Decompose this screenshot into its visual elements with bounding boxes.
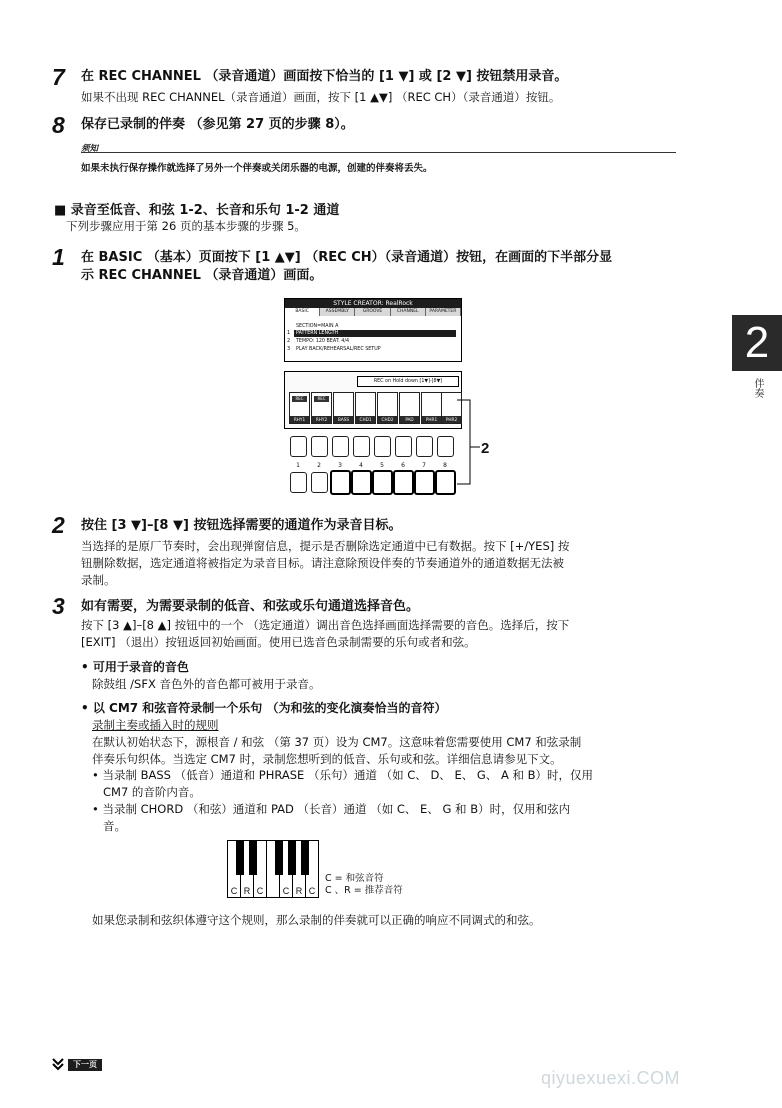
lcd-row-num-1: 1 [287,330,291,336]
note-label: 须知 [81,144,99,154]
channel-phr1: PHR1 [421,392,442,424]
step-number-2: 2 [52,512,65,538]
lcd-tab-assembly: ASSEMBLY [320,308,355,316]
section-title: ■ 录音至低音、和弦 1-2、长音和乐句 1-2 通道 [54,203,340,218]
lcd-row-tempo: TEMPO: 120 BEAT: 4/4 [296,339,349,344]
step-3-body: 按下 [3 ▲]–[8 ▲] 按钮中的一个 （选定通道）调出音色选择画面选择需要的音色。选择后，按下 [EXIT] （退出）按钮返回初始画面。使用已选音色录制需要的乐句或者和弦。 [81,618,570,649]
bullet-cm7-title: • 以 CM7 和弦音符录制一个乐句 （为和弦的变化演奏恰当的音符） [81,701,447,715]
button-2-up[interactable] [311,436,328,457]
button-number-2: 2 [317,462,321,469]
lcd-row-section: SECTION=MAIN A [296,324,339,329]
black-key [249,841,257,875]
button-8-down[interactable] [435,470,456,495]
rule-bass-phrase: • 当录制 BASS （低音）通道和 PHRASE （乐句）通道 （如 C、 D、 E、 G、 A 和 B）时，仅用 CM7 的音阶内音。 [92,768,594,799]
step-number-8: 8 [52,112,65,138]
lcd-title: STYLE CREATOR: RealRock [285,299,461,308]
lcd-tab-basic: BASIC [285,308,320,316]
channel-phr2: PHR2 [441,392,462,424]
key-label: C [230,886,238,896]
cm7-explanation: 在默认初始状态下，源根音 / 和弦 （第 37 页）设为 CM7。这意味着您需要使用 CM7 和弦录制 伴奏乐句织体。当选定 CM7 时，录制您想听到的低音、乐句或和弦。详细信息请参见下文。 [92,735,582,766]
chapter-tab: 2 [732,315,782,371]
lcd-row-num-2: 2 [287,338,291,344]
step-2-title: 按住 [3 ▼]–[8 ▼] 按钮选择需要的通道作为录音目标。 [81,518,402,533]
rec-indicator: REC [292,396,307,402]
button-number-3: 3 [338,462,342,469]
key-label: C [282,886,290,896]
lcd-tab-bar [285,308,461,316]
rec-indicator: REC [314,396,329,402]
note-text: 如果未执行保存操作就选择了另外一个伴奏或关闭乐器的电源，创建的伴奏将丢失。 [81,163,433,174]
key-label: C [308,886,316,896]
step-1-title-line-1: 在 BASIC （基本）页面按下 [1 ▲▼] （REC CH）（录音通道）按钮，在画面的下半部分显 [81,250,613,265]
button-1-up[interactable] [290,436,307,457]
button-3-down[interactable] [330,470,351,495]
keyboard-diagram [227,840,319,898]
black-key [301,841,309,875]
channel-pad: PAD [399,392,420,424]
watermark: qiyuexuexi.COM [541,1068,681,1088]
lcd-row-playback: PLAY BACK/REHEARSAL/REC SETUP [296,347,381,352]
rule-chord-pad: • 当录制 CHORD （和弦）通道和 PAD （长音）通道 （如 C、 E、 G 和 B）时，仅用和弦内 音。 [92,802,571,833]
bullet-voices-title: • 可用于录音的音色 [81,660,189,674]
key-label: R [295,886,303,896]
button-8-up[interactable] [437,436,454,457]
button-5-down[interactable] [372,470,393,495]
lcd-tab-channel: CHANNEL [391,308,426,316]
channel-chd1: CHD1 [355,392,376,424]
step-1-title-line-2: 示 REC CHANNEL （录音通道）画面。 [81,268,323,283]
button-number-5: 5 [380,462,384,469]
channel-bass: BASS [333,392,354,424]
black-key [236,841,244,875]
black-key [275,841,283,875]
channel-chd2: CHD2 [377,392,398,424]
button-3-up[interactable] [332,436,349,457]
button-number-7: 7 [422,462,426,469]
button-4-down[interactable] [351,470,372,495]
channel-rhy2: REC RHY2 [311,392,332,424]
chapter-tab-label: 伴奏 [752,378,763,398]
note-divider [81,152,676,153]
step-number-7: 7 [52,64,65,90]
button-2-down[interactable] [311,472,328,493]
closing-paragraph: 如果您录制和弦织体遵守这个规则，那么录制的伴奏就可以正确的响应不同调式的和弦。 [92,913,541,927]
button-6-down[interactable] [393,470,414,495]
channel-rhy1: REC RHY1 [289,392,310,424]
button-number-1: 1 [296,462,300,469]
button-number-6: 6 [401,462,405,469]
key-label: C [256,886,264,896]
key-label: R [243,886,251,896]
step-8-title: 保存已录制的伴奏 （参见第 27 页的步骤 8）。 [81,117,354,132]
step-number-3: 3 [52,593,65,619]
lcd-tab-parameter: PARAMETER [426,308,461,316]
button-7-down[interactable] [414,470,435,495]
lcd-tab-groove: GROOVE [355,308,390,316]
rule-heading: 录制主奏或插入时的规则 [92,718,219,732]
button-1-down[interactable] [290,472,307,493]
button-5-up[interactable] [374,436,391,457]
keyboard-legend: C = 和弦音符 C 、R = 推荐音符 [325,873,403,896]
step-2-body: 当选择的是原厂节奏时，会出现弹窗信息，提示是否删除选定通道中已有数据。按下 [+/YES] 按 钮删除数据，选定通道将被指定为录音目标。请注意除预设伴奏的节奏通道外的通道数据无法被 录制。 [81,539,570,587]
lcd-row-num-3: 3 [287,346,291,352]
step-number-1: 1 [52,244,65,270]
next-page-label: 下一页 [68,1059,102,1071]
black-key [288,841,296,875]
button-number-8: 8 [443,462,447,469]
button-4-up[interactable] [353,436,370,457]
step-7-body: 如果不出现 REC CHANNEL（录音通道）画面，按下 [1 ▲▼] （REC CH）（录音通道）按钮。 [81,90,561,104]
step-7-title: 在 REC CHANNEL （录音通道）画面按下恰当的 [1 ▼] 或 [2 ▼] 按钮禁用录音。 [81,69,568,84]
lcd-screen [284,298,462,362]
rec-channel-panel [284,371,462,429]
section-subtitle: 下列步骤应用于第 26 页的基本步骤的步骤 5。 [66,219,306,233]
bullet-voices-text: 除鼓组 /SFX 音色外的音色都可被用于录音。 [92,677,321,691]
button-6-up[interactable] [395,436,412,457]
step-3-title: 如有需要，为需要录制的低音、和弦或乐句通道选择音色。 [81,599,420,614]
callout-number: 2 [481,440,490,457]
double-chevron-down-icon [51,1058,65,1071]
button-7-up[interactable] [416,436,433,457]
next-page-indicator[interactable] [51,1058,102,1071]
lcd-row-pattern-length: PATTERN LENGTH [294,330,456,337]
button-number-4: 4 [359,462,363,469]
rec-message: REC on Hold down [1▼]-[8▼] [357,376,459,387]
